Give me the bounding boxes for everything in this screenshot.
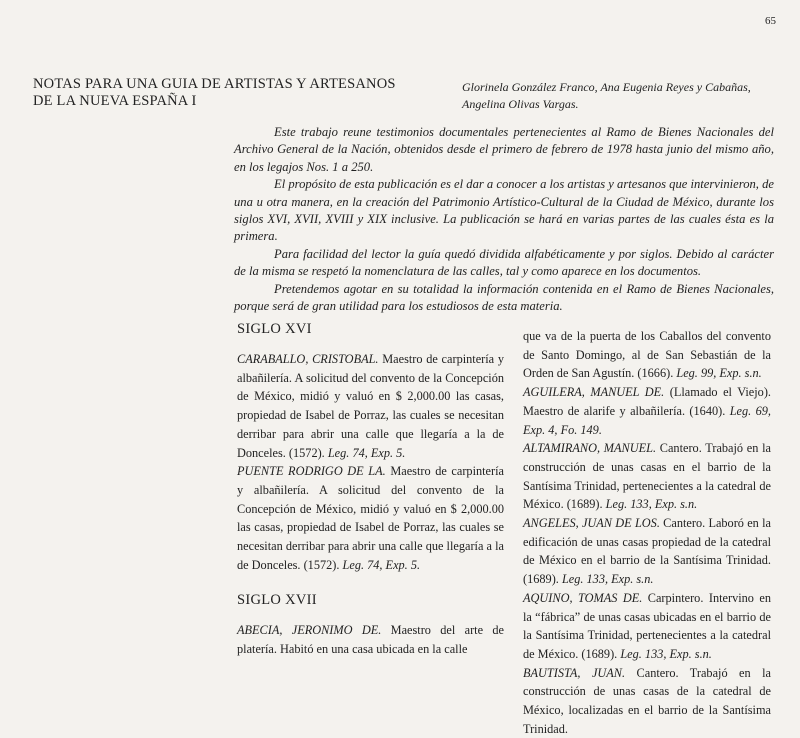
entry-name: ABECIA, JERONIMO DE. bbox=[237, 623, 382, 638]
entry-reference: Leg. 133, Exp. s.n. bbox=[561, 572, 654, 587]
entry-reference: Leg. 74, Exp. 5. bbox=[342, 557, 421, 572]
entry-aquino bbox=[523, 589, 771, 664]
entry-text: Cantero. Trabajó en la construcción de unas casas de la catedral de México, localizadas en el barrio de la Santísima Trinidad. bbox=[523, 665, 772, 736]
authors bbox=[462, 79, 751, 113]
entry-abecia bbox=[237, 621, 504, 658]
authors-line-2: Angelina Olivas Vargas. bbox=[462, 97, 579, 111]
entry-text: que va de la puerta de los Caballos del convento de Santo Domingo, al de San Sebastián de la Orden de San Agustín. (1666). bbox=[523, 329, 771, 381]
title-line-2: DE LA NUEVA ESPAÑA I bbox=[33, 93, 197, 109]
entry-text: Cantero. Laboró en la edificación de unas casas propiedad de la catedral de México en el barrio de la Santísima Trinidad. (1689). bbox=[523, 516, 771, 587]
entry-name: ALTAMIRANO, MANUEL. bbox=[523, 441, 657, 456]
entry-name: BAUTISTA, JUAN. bbox=[523, 665, 626, 680]
entry-altamirano bbox=[523, 439, 771, 514]
entry-angeles bbox=[523, 514, 771, 589]
authors-line-1: Glorinela González Franco, Ana Eugenia Reyes y Cabañas, bbox=[462, 80, 751, 94]
entry-text: Carpintero. Intervino en la “fábrica” de unas casas ubicadas en el barrio de la Santísima Trinidad, pertenecientes a la catedral de México. (1689). bbox=[523, 590, 771, 661]
section-heading-siglo-xvii: SIGLO XVII bbox=[237, 592, 317, 609]
entry-abecia-continued bbox=[523, 327, 771, 383]
entry-reference: Leg. 133, Exp. s.n. bbox=[620, 646, 712, 661]
entry-name: CARABALLO, CRISTOBAL. bbox=[237, 352, 379, 366]
intro-paragraph: Pretendemos agotar en su totalidad la información contenida en el Ramo de Bienes Nacionales, porque será de gran utilidad para los estudiosos de esta materia. bbox=[234, 281, 774, 314]
entry-text: (Llamado el Viejo). Maestro de alarife y albañilería. (1640). bbox=[523, 385, 771, 418]
entry-aguilera bbox=[523, 383, 771, 439]
entry-text: Maestro de carpintería y albañilería. A solicitud del convento de la Concepción de México, midió y valuó en $ 2,000.00 las casas, propiedad de Isabel de Porraz, las cuales se necesitan derribar para abrir una calle que llegaría a la de Donceles. (1572). bbox=[237, 352, 504, 460]
entry-text: Maestro de carpintería y albañilería. A solicitud del convento de la Concepción de México, midió y valuó en $ 2,000.00 las casas, propiedad de Isabel de Porraz, las cuales se necesitan derribar para abrir una calle que llegaría a la de Donceles. (1572). bbox=[237, 464, 504, 572]
entry-name: ANGELES, JUAN DE LOS. bbox=[523, 516, 660, 531]
entry-puente bbox=[237, 462, 504, 574]
introduction bbox=[234, 124, 774, 315]
entry-caraballo bbox=[237, 350, 504, 462]
entry-text: Maestro del arte de platería. Habitó en una casa ubicada en la calle bbox=[237, 623, 504, 657]
entry-name: PUENTE RODRIGO DE LA. bbox=[237, 464, 386, 479]
entry-name: AQUINO, TOMAS DE. bbox=[523, 590, 643, 605]
entry-text: Cantero. Trabajó en la construcción de unas casas en el barrio de la Santísima Trinidad, pertenecientes a la catedral de México. (1689). bbox=[523, 441, 771, 512]
intro-paragraph: El propósito de esta publicación es el dar a conocer a los artistas y artesanos que intervinieron, de una u otra manera, en la creación del Patrimonio Artístico-Cultural de la Ciudad de México, durante los siglos XVI, XVII, XVIII y XIX inclusive. La publicación se hará en varias partes de las cuales ésta es la primera. bbox=[234, 177, 774, 244]
left-column bbox=[237, 319, 504, 659]
entry-name: AGUILERA, MANUEL DE. bbox=[523, 385, 665, 400]
entry-reference: Leg. 99, Exp. s.n. bbox=[676, 366, 762, 381]
intro-paragraph: Este trabajo reune testimonios documentales pertenecientes al Ramo de Bienes Nacionales del Archivo General de la Nación, obtenidos desde el primero de febrero de 1978 hasta junio del mismo año, en los legajos Nos. 1 a 250. bbox=[234, 125, 774, 174]
article-title bbox=[33, 76, 396, 110]
entry-reference: Leg. 133, Exp. s.n. bbox=[605, 497, 698, 512]
entry-reference: Leg. 69, Exp. 4, Fo. 149. bbox=[523, 403, 771, 437]
page-number: 65 bbox=[765, 15, 776, 27]
title-line-1: NOTAS PARA UNA GUIA DE ARTISTAS Y ARTESANOS bbox=[33, 76, 396, 92]
right-column bbox=[523, 327, 771, 738]
entry-reference: Leg. 74, Exp. 5. bbox=[327, 445, 406, 460]
section-heading-siglo-xvi: SIGLO XVI bbox=[237, 321, 312, 337]
intro-paragraph: Para facilidad del lector la guía quedó dividida alfabéticamente y por siglos. Debido al carácter de la misma se respetó la nomenclatura de las calles, tal y como aparece en los documentos. bbox=[234, 246, 774, 279]
